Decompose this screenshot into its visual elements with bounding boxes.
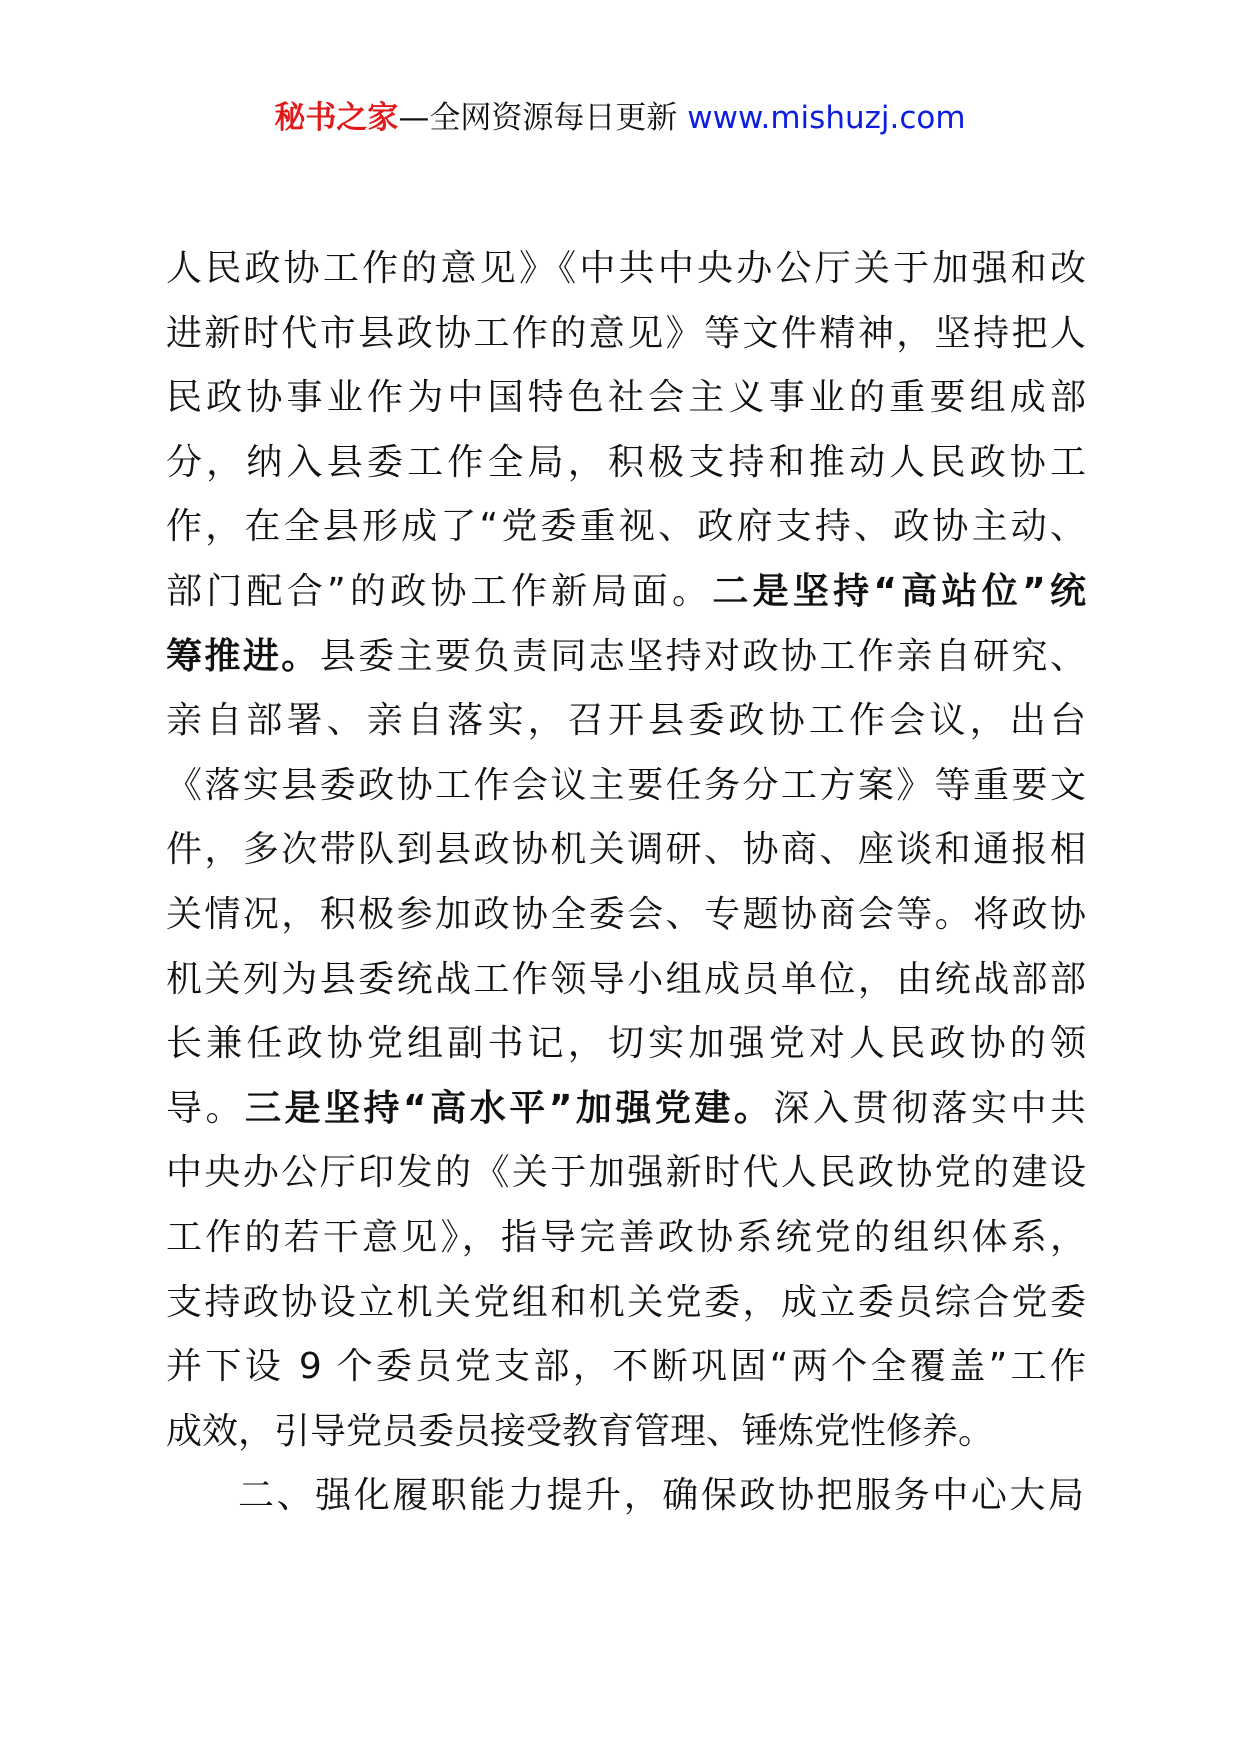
text-run: 工作的若干意见》，指导完善政协系统党的组织体系， [166,1216,1086,1258]
text-run: 分，纳入县委工作全局，积极支持和推动人民政协工 [166,441,1086,483]
body-line [166,302,1086,367]
text-run: 民政协事业作为中国特色社会主义事业的重要组成部 [166,377,1086,419]
document-body [166,237,1086,1529]
brand-name: 秘书之家 [274,100,399,136]
body-line [166,689,1086,754]
header-slogan: —全网资源每日更新 [398,100,688,136]
text-run: 成效，引导党员委员接受教育管理、锤炼党性修养。 [166,1410,995,1452]
text-run: 导。 [166,1087,246,1129]
text-run: 件，多次带队到县政协机关调研、协商、座谈和通报相 [166,829,1086,871]
text-run: 支持政协设立机关党组和机关党委，成立委员综合党委 [166,1281,1086,1323]
text-run: 长兼任政协党组副书记，切实加强党对人民政协的领 [166,1023,1086,1065]
body-line [166,1077,1086,1142]
body-line [166,948,1086,1013]
body-line [166,1335,1086,1400]
text-run: 进新时代市县政协工作的意见》等文件精神，坚持把人 [166,312,1086,354]
text-run: 《落实县委政协工作会议主要任务分工方案》等重要文 [166,764,1086,806]
body-line [166,883,1086,948]
text-run: 作，在全县形成了“党委重视、政府支持、政协主动、 [166,506,1086,548]
bold-point-heading: 筹推进。 [166,635,320,677]
body-line [166,1400,1086,1465]
body-line [166,237,1086,302]
body-line [166,1206,1086,1271]
text-run: 关情况，积极参加政协全委会、专题协商会等。将政协 [166,893,1086,935]
text-run: 机关列为县委统战工作领导小组成员单位，由统战部部 [166,958,1086,1000]
body-line [166,1141,1086,1206]
site-url[interactable]: www.mishuzj.com [687,100,966,136]
body-line [166,1012,1086,1077]
text-run: 中央办公厅印发的《关于加强新时代人民政协党的建设 [166,1152,1086,1194]
bold-point-heading: 三是坚持“高水平”加强党建。 [245,1087,774,1129]
body-line [166,1271,1086,1336]
text-run: 县委主要负责同志坚持对政协工作亲自研究、 [319,635,1086,677]
text-run: 并下设 9 个委员党支部，不断巩固“两个全覆盖”工作 [166,1346,1086,1388]
text-run: 部门配合”的政协工作新局面。 [166,570,713,612]
site-header [0,98,1240,138]
body-line [166,366,1086,431]
body-line [166,818,1086,883]
text-run: 深入贯彻落实中共 [773,1087,1086,1129]
body-line [166,495,1086,560]
body-line [166,431,1086,496]
body-line [166,560,1086,625]
body-line [166,754,1086,819]
text-run: 亲自部署、亲自落实，召开县委政协工作会议，出台 [166,700,1086,742]
body-line [166,625,1086,690]
bold-point-heading: 二是坚持“高站位”统 [712,570,1086,612]
text-run: 人民政协工作的意见》《中共中央办公厅关于加强和改 [166,248,1086,289]
section-heading-text: 二、强化履职能力提升，确保政协把服务中心大局 [238,1475,1086,1517]
section-heading [166,1464,1086,1529]
